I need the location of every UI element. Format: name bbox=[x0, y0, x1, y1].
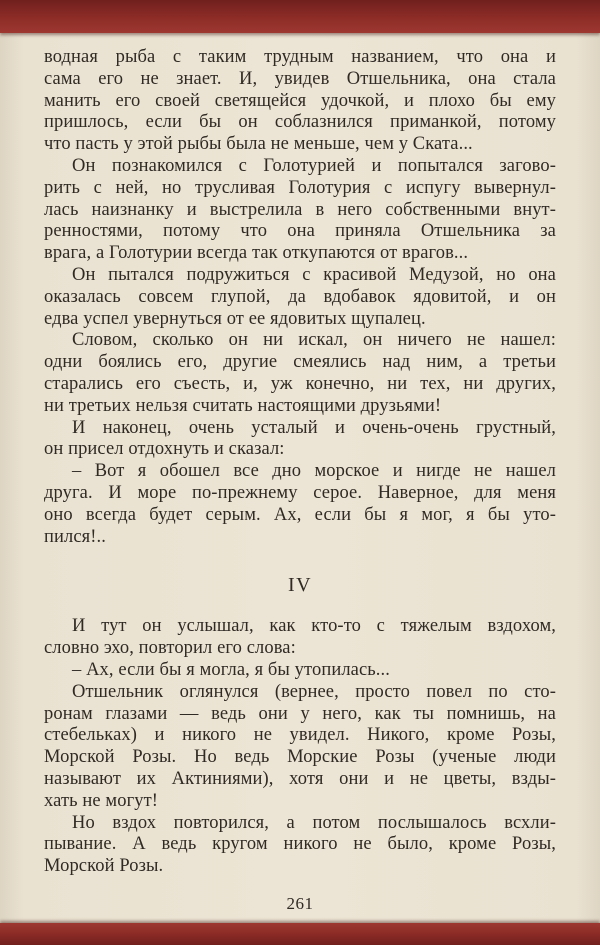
text-line: Морской Розы. bbox=[44, 856, 164, 877]
paragraph bbox=[44, 156, 556, 265]
text-line: старались его съесть, и, уж конечно, ни тех, ни других, bbox=[44, 373, 556, 394]
section-2-paragraphs bbox=[44, 616, 556, 878]
page-body bbox=[0, 33, 600, 923]
text-line: лась наизнанку и выстрелила в него собственными внут- bbox=[44, 199, 556, 220]
text-line: Он познакомился с Голотурией и попытался загово- bbox=[72, 155, 556, 176]
paragraph bbox=[44, 418, 556, 462]
text-line: хать не могут! bbox=[44, 790, 159, 811]
text-line: оно всегда будет серым. Ах, если бы я мог, я бы уто- bbox=[44, 504, 556, 525]
text-line: пывание. А ведь кругом никого не было, кроме Розы, bbox=[44, 834, 556, 855]
text-line: рить с ней, но трусливая Голотурия с испугу вывернул- bbox=[44, 177, 556, 198]
page-number: 261 bbox=[286, 893, 314, 913]
text-line: Он пытался подружиться с красивой Медузой, но она bbox=[72, 264, 556, 285]
text-line: И тут он услышал, как кто-то с тяжелым вздохом, bbox=[72, 616, 556, 637]
paragraph bbox=[44, 461, 556, 548]
paragraph bbox=[44, 265, 556, 330]
text-line: ронам глазами — ведь они у него, как ты помнишь, на bbox=[44, 703, 556, 724]
book-cover-top-edge bbox=[0, 0, 600, 33]
text-line: пился!.. bbox=[44, 526, 106, 547]
text-line: Но вздох повторился, а потом послышалось всхли- bbox=[72, 812, 556, 833]
section-heading: IV bbox=[287, 574, 313, 597]
text-line: манить его своей светящейся удочкой, и плохо бы ему bbox=[44, 90, 556, 111]
paragraph bbox=[44, 660, 556, 682]
text-line: Морской Розы. Но ведь Морские Розы (ученые люди bbox=[44, 747, 556, 768]
text-line: ренностями, потому что она приняла Отшельника за bbox=[44, 221, 556, 242]
book-cover-bottom-edge bbox=[0, 923, 600, 945]
text-line: называют их Актиниями), хотя они и не цветы, взды- bbox=[44, 768, 556, 789]
text-line: И наконец, очень усталый и очень-очень грустный, bbox=[72, 417, 556, 438]
text-line: сама его не знает. И, увидев Отшельника, она стала bbox=[44, 68, 556, 89]
text-line: друга. И море по-прежнему серое. Наверное, для меня bbox=[44, 482, 556, 503]
paragraph bbox=[44, 682, 556, 813]
text-line: пришлось, если бы он соблазнился приманкой, потому bbox=[44, 112, 556, 133]
text-line: – Ах, если бы я могла, я бы утопилась... bbox=[72, 659, 390, 680]
text-line: он присел отдохнуть и сказал: bbox=[44, 439, 285, 460]
text-line: едва успел увернуться от ее ядовитых щупалец. bbox=[44, 308, 426, 329]
section-1-paragraphs bbox=[44, 47, 556, 548]
paragraph bbox=[44, 813, 556, 878]
text-line: врага, а Голотурии всегда так откупаются от врагов... bbox=[44, 243, 469, 264]
paragraph bbox=[44, 330, 556, 417]
paragraph bbox=[44, 616, 556, 660]
text-line: – Вот я обошел все дно морское и нигде не нашел bbox=[72, 461, 556, 482]
text-line: оказалась совсем глупой, да вдобавок ядовитой, и он bbox=[44, 286, 556, 307]
text-line: словно эхо, повторил его слова: bbox=[44, 638, 296, 659]
text-line: что пасть у этой рыбы была не меньше, чем у Ската... bbox=[44, 134, 473, 155]
text-line: водная рыба с таким трудным названием, что она и bbox=[44, 47, 556, 67]
text-line: Словом, сколько он ни искал, он ничего не нашел: bbox=[72, 330, 556, 351]
text-line: Отшельник оглянулся (вернее, просто повел по сто- bbox=[72, 681, 556, 702]
text-line: стебельках) и никого не увидел. Никого, кроме Розы, bbox=[44, 725, 556, 746]
text-line: ни третьих нельзя считать настоящими друзьями! bbox=[44, 395, 442, 416]
text-line: одни боялись его, другие смеялись над ним, а третьи bbox=[44, 352, 556, 373]
paragraph bbox=[44, 47, 556, 156]
